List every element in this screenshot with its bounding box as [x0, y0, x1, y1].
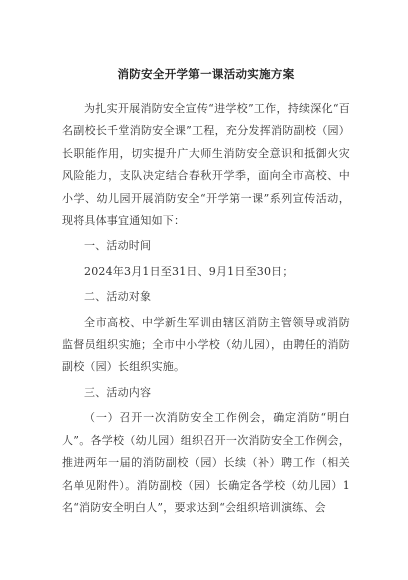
activity-content-text: （一）召开一次消防安全工作例会，确定消防“明白人”。各学校（幼儿园）组织召开一次消防安全工作例会，推进两年一届的消防副校（园）长续（补）聘工作（相关名单见附件）。消防副校（园）长确定各学校（幼儿园）1名“消防安全明白人”，要求达到“会组织培训演练、会 [62, 411, 350, 514]
section-heading-time: 一、活动时间 [84, 239, 152, 253]
activity-time-text: 2024年3月1日至31日、9月1日至30日； [84, 264, 294, 278]
section-heading-content: 三、活动内容 [84, 385, 152, 399]
intro-paragraph: 为扎实开展消防安全宣传“进学校”工作，持续深化“百名副校长千堂消防安全课”工程，充分发挥消防副校（园）长职能作用，切实提升广大师生消防安全意识和抵御火灾风险能力，支队决定结合春秋开学季，面向全市高校、中小学、幼儿园开展消防安全“开学第一课”系列宣传活动，现将具体事宜通知如下： [62, 102, 350, 228]
section-heading-target: 二、活动对象 [84, 290, 152, 304]
activity-target-text: 全市高校、中学新生军训由辖区消防主管领导或消防监督员组织实施；全市中小学校（幼儿园），由聘任的消防副校（园）长组织实施。 [62, 315, 350, 374]
document-title: 消防安全开学第一课活动实施方案 [117, 67, 295, 81]
